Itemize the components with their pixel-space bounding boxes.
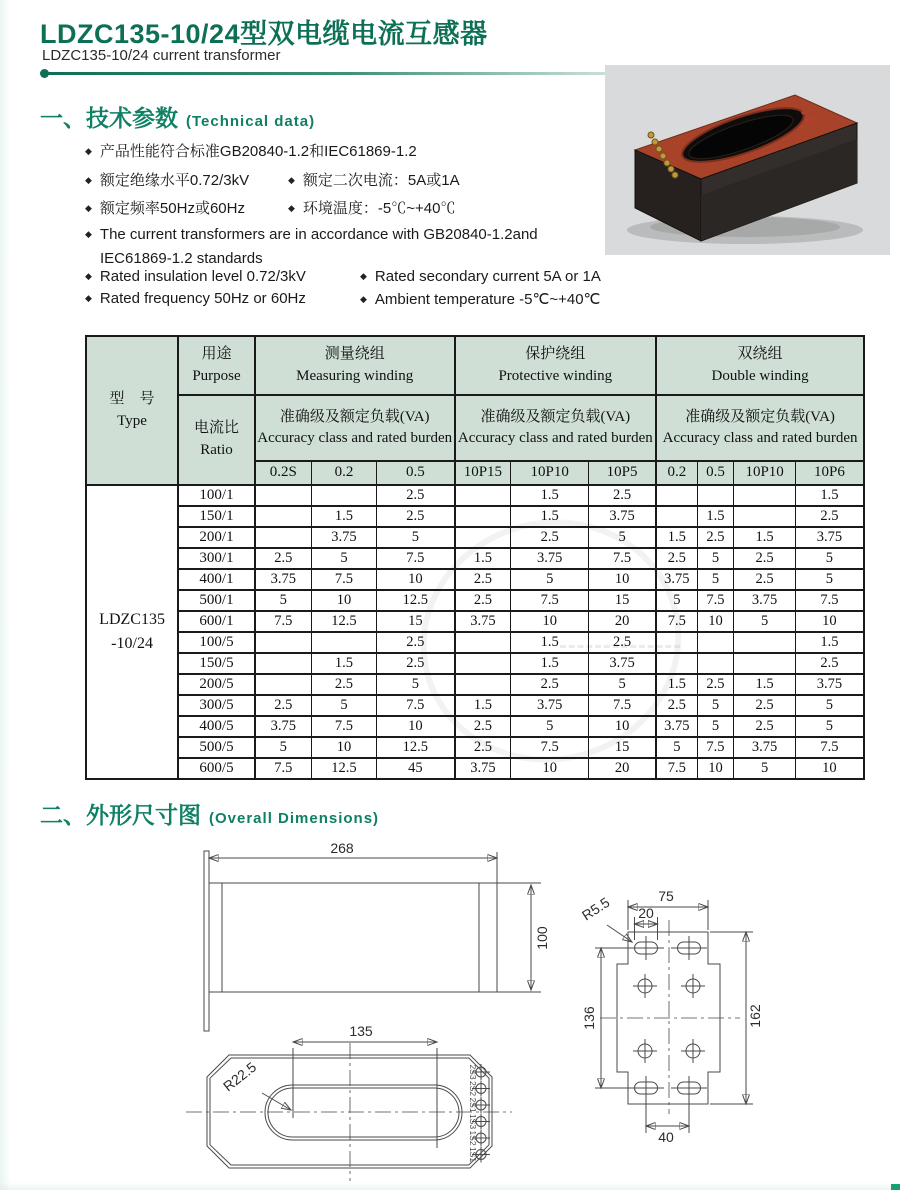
- value-cell: 5: [377, 674, 455, 695]
- value-cell: 3.75: [455, 758, 511, 779]
- value-cell: 2.5: [511, 674, 589, 695]
- value-cell: 3.75: [311, 527, 377, 548]
- bullet-line: [288, 197, 455, 218]
- value-cell: [734, 632, 795, 653]
- ratio-cell: 100/1: [178, 485, 255, 506]
- top-view-drawing: [186, 1023, 512, 1181]
- table-row: [86, 632, 864, 653]
- bullet-line: [360, 268, 601, 285]
- table-row: [86, 569, 864, 590]
- value-cell: 1.5: [697, 506, 734, 527]
- value-cell: 5: [697, 695, 734, 716]
- value-cell: 2.5: [734, 569, 795, 590]
- value-cell: 2.5: [697, 527, 734, 548]
- value-cell: [255, 632, 311, 653]
- accuracy-header: 准确级及额定负载(VA) Accuracy class and rated burden: [255, 395, 455, 461]
- section2-heading-en: (Overall Dimensions): [209, 810, 380, 827]
- table-row: [86, 695, 864, 716]
- value-cell: 3.75: [255, 716, 311, 737]
- value-cell: 3.75: [734, 737, 795, 758]
- value-cell: [656, 506, 697, 527]
- value-cell: 1.5: [656, 674, 697, 695]
- value-cell: 1.5: [795, 485, 864, 506]
- value-cell: [255, 674, 311, 695]
- value-cell: 2.5: [656, 695, 697, 716]
- value-cell: 2.5: [734, 695, 795, 716]
- value-cell: 12.5: [311, 758, 377, 779]
- value-cell: 5: [734, 611, 795, 632]
- class-header: 10P15: [455, 461, 511, 485]
- value-cell: 2.5: [795, 506, 864, 527]
- value-cell: 5: [311, 548, 377, 569]
- accuracy-header: 准确级及额定负载(VA) Accuracy class and rated burden: [656, 395, 864, 461]
- value-cell: 5: [511, 569, 589, 590]
- value-cell: 3.75: [511, 548, 589, 569]
- value-cell: [311, 485, 377, 506]
- value-cell: 1.5: [511, 653, 589, 674]
- diamond-bullet-icon: [85, 290, 100, 307]
- value-cell: 2.5: [795, 653, 864, 674]
- table-row: [86, 737, 864, 758]
- value-cell: 20: [589, 611, 657, 632]
- dim-tab-width: 75: [658, 888, 674, 904]
- value-cell: 1.5: [511, 485, 589, 506]
- bullet-text: 产品性能符合标准GB20840-1.2和IEC61869-1.2: [99, 143, 417, 160]
- value-cell: 5: [311, 695, 377, 716]
- diamond-bullet-icon: [85, 172, 100, 189]
- spec-table: [85, 335, 865, 780]
- value-cell: [455, 632, 511, 653]
- value-cell: [656, 653, 697, 674]
- model-cell: LDZC135 -10/24: [86, 485, 178, 779]
- ratio-cell: 400/5: [178, 716, 255, 737]
- value-cell: 3.75: [795, 674, 864, 695]
- value-cell: 7.5: [697, 590, 734, 611]
- bullet-line: [85, 290, 306, 307]
- dim-side-width: 268: [330, 840, 354, 856]
- ratio-cell: 600/1: [178, 611, 255, 632]
- value-cell: 2.5: [734, 548, 795, 569]
- class-header: 0.2: [656, 461, 697, 485]
- ratio-cell: 200/5: [178, 674, 255, 695]
- value-cell: 5: [656, 590, 697, 611]
- value-cell: 15: [589, 590, 657, 611]
- diamond-bullet-icon: [360, 268, 375, 285]
- table-header-row-1: [86, 336, 864, 395]
- diamond-bullet-icon: [288, 200, 303, 217]
- bullet-line: [85, 268, 306, 285]
- value-cell: 1.5: [455, 695, 511, 716]
- value-cell: 12.5: [377, 590, 455, 611]
- bullet-text: 环境温度：-5℃~+40℃: [302, 200, 456, 217]
- ratio-cell: 500/1: [178, 590, 255, 611]
- type-header: 型 号 Type: [86, 336, 178, 485]
- bullet-line: [360, 290, 600, 308]
- value-cell: 5: [734, 758, 795, 779]
- ratio-header: 电流比 Ratio: [178, 395, 255, 485]
- ratio-cell: 400/1: [178, 569, 255, 590]
- value-cell: [697, 632, 734, 653]
- value-cell: 2.5: [455, 737, 511, 758]
- section2-heading-cn: 二、外形尺寸图: [40, 802, 201, 828]
- terminal-labels: [468, 1064, 478, 1162]
- terminal-label: 2S3: [468, 1064, 478, 1080]
- terminal-label: 2S1: [468, 1097, 478, 1113]
- value-cell: 5: [255, 737, 311, 758]
- value-cell: [255, 653, 311, 674]
- value-cell: [311, 632, 377, 653]
- value-cell: 1.5: [455, 548, 511, 569]
- value-cell: 10: [589, 716, 657, 737]
- table-row: [86, 506, 864, 527]
- product-photo-image: [605, 65, 890, 255]
- value-cell: 10: [311, 737, 377, 758]
- value-cell: 1.5: [795, 632, 864, 653]
- value-cell: 12.5: [311, 611, 377, 632]
- bullet-text: 额定频率50Hz或60Hz: [99, 200, 245, 217]
- value-cell: 3.75: [795, 527, 864, 548]
- value-cell: 2.5: [511, 527, 589, 548]
- value-cell: 10: [697, 611, 734, 632]
- value-cell: 2.5: [255, 695, 311, 716]
- ratio-cell: 300/5: [178, 695, 255, 716]
- value-cell: 10: [795, 611, 864, 632]
- value-cell: 7.5: [255, 758, 311, 779]
- spec-table-wrap: [85, 335, 865, 780]
- terminal-label: 1S1: [468, 1146, 478, 1163]
- value-cell: [455, 653, 511, 674]
- table-row: [86, 758, 864, 779]
- value-cell: 10: [697, 758, 734, 779]
- dim-mount-height: 162: [747, 1004, 763, 1028]
- table-row: [86, 611, 864, 632]
- class-header: 10P6: [795, 461, 864, 485]
- value-cell: 3.75: [589, 653, 657, 674]
- value-cell: 10: [795, 758, 864, 779]
- bullet-text: 额定绝缘水平0.72/3kV: [99, 172, 250, 189]
- value-cell: 7.5: [795, 737, 864, 758]
- value-cell: 10: [311, 590, 377, 611]
- value-cell: [455, 506, 511, 527]
- value-cell: [455, 527, 511, 548]
- table-row: [86, 590, 864, 611]
- section2-heading: [40, 797, 379, 830]
- value-cell: 5: [697, 716, 734, 737]
- value-cell: [697, 485, 734, 506]
- value-cell: [697, 653, 734, 674]
- dim-slot-width: 20: [638, 905, 654, 921]
- dim-slot-span: 135: [349, 1023, 373, 1039]
- bullet-line: [85, 226, 538, 243]
- diamond-bullet-icon: [85, 226, 100, 243]
- class-header: 0.5: [697, 461, 734, 485]
- class-header: 0.2S: [255, 461, 311, 485]
- table-row: [86, 653, 864, 674]
- value-cell: 7.5: [311, 716, 377, 737]
- value-cell: 10: [511, 758, 589, 779]
- class-header: 0.2: [311, 461, 377, 485]
- page-title: LDZC135-10/24型双电缆电流互感器: [40, 19, 488, 49]
- ratio-cell: 500/5: [178, 737, 255, 758]
- ratio-cell: 150/5: [178, 653, 255, 674]
- dim-slot-radius: R22.5: [219, 1058, 260, 1095]
- bullet-text: 额定二次电流：5A或1A: [302, 172, 460, 189]
- value-cell: 2.5: [697, 674, 734, 695]
- value-cell: [656, 485, 697, 506]
- value-cell: [734, 506, 795, 527]
- ratio-cell: 200/1: [178, 527, 255, 548]
- value-cell: 5: [656, 737, 697, 758]
- value-cell: 2.5: [377, 653, 455, 674]
- diamond-bullet-icon: [85, 200, 100, 217]
- dimension-drawings: [0, 828, 900, 1190]
- value-cell: 5: [795, 716, 864, 737]
- diamond-bullet-icon: [288, 172, 303, 189]
- diamond-bullet-icon: [85, 143, 100, 160]
- value-cell: 7.5: [795, 590, 864, 611]
- value-cell: 7.5: [311, 569, 377, 590]
- value-cell: 15: [589, 737, 657, 758]
- bullet-text: Rated insulation level 0.72/3kV: [99, 268, 306, 285]
- diamond-bullet-icon: [85, 268, 100, 285]
- value-cell: 7.5: [589, 695, 657, 716]
- value-cell: 10: [377, 716, 455, 737]
- value-cell: 5: [697, 548, 734, 569]
- value-cell: 5: [795, 548, 864, 569]
- value-cell: [455, 485, 511, 506]
- terminal-label: 1S3: [468, 1113, 478, 1130]
- value-cell: 3.75: [589, 506, 657, 527]
- value-cell: 5: [589, 527, 657, 548]
- page-subtitle: LDZC135-10/24 current transformer: [42, 47, 281, 64]
- diamond-bullet-icon: [360, 291, 375, 308]
- class-header: 10P10: [511, 461, 589, 485]
- value-cell: 2.5: [455, 569, 511, 590]
- dim-mount-slot-radius: R5.5: [578, 893, 613, 924]
- protective-winding-header: 保护绕组 Protective winding: [455, 336, 657, 395]
- class-header: 10P5: [589, 461, 657, 485]
- ratio-cell: 300/1: [178, 548, 255, 569]
- value-cell: 5: [795, 695, 864, 716]
- table-row: [86, 674, 864, 695]
- value-cell: 1.5: [734, 527, 795, 548]
- value-cell: 2.5: [455, 716, 511, 737]
- table-header-row-2: [86, 395, 864, 461]
- value-cell: 3.75: [656, 716, 697, 737]
- value-cell: 1.5: [311, 506, 377, 527]
- value-cell: 12.5: [377, 737, 455, 758]
- value-cell: 10: [377, 569, 455, 590]
- value-cell: 2.5: [455, 590, 511, 611]
- section1-heading: [40, 100, 315, 133]
- dim-span-bottom: 40: [658, 1129, 674, 1145]
- value-cell: [734, 485, 795, 506]
- bullet-text: Ambient temperature -5℃~+40℃: [374, 291, 601, 308]
- accuracy-header: 准确级及额定负载(VA) Accuracy class and rated burden: [455, 395, 657, 461]
- value-cell: 5: [511, 716, 589, 737]
- value-cell: 7.5: [511, 737, 589, 758]
- value-cell: 5: [697, 569, 734, 590]
- value-cell: 7.5: [697, 737, 734, 758]
- section1-heading-en: (Technical data): [186, 113, 316, 130]
- table-row: [86, 485, 864, 506]
- table-row: [86, 716, 864, 737]
- bullet-text: Rated frequency 50Hz or 60Hz: [99, 290, 306, 307]
- value-cell: 7.5: [656, 758, 697, 779]
- double-winding-header: 双绕组 Double winding: [656, 336, 864, 395]
- table-row: [86, 548, 864, 569]
- value-cell: 7.5: [377, 695, 455, 716]
- value-cell: 45: [377, 758, 455, 779]
- value-cell: [656, 632, 697, 653]
- bullet-line: [288, 169, 460, 190]
- bullet-continuation: IEC61869-1.2 standards: [100, 250, 263, 267]
- ratio-cell: 150/1: [178, 506, 255, 527]
- ratio-cell: 600/5: [178, 758, 255, 779]
- value-cell: 2.5: [589, 632, 657, 653]
- value-cell: 5: [255, 590, 311, 611]
- bullet-line: [85, 197, 245, 218]
- value-cell: 3.75: [511, 695, 589, 716]
- value-cell: 2.5: [255, 548, 311, 569]
- class-header: 0.5: [377, 461, 455, 485]
- value-cell: [255, 506, 311, 527]
- value-cell: 2.5: [311, 674, 377, 695]
- value-cell: 2.5: [734, 716, 795, 737]
- value-cell: 7.5: [255, 611, 311, 632]
- ratio-cell: 100/5: [178, 632, 255, 653]
- side-view-drawing: [204, 840, 550, 1031]
- value-cell: [734, 653, 795, 674]
- value-cell: 3.75: [656, 569, 697, 590]
- value-cell: 5: [589, 674, 657, 695]
- table-row: [86, 527, 864, 548]
- value-cell: 7.5: [511, 590, 589, 611]
- value-cell: 2.5: [377, 632, 455, 653]
- class-header: 10P10: [734, 461, 795, 485]
- bullet-line: [85, 169, 249, 190]
- value-cell: 2.5: [656, 548, 697, 569]
- bullet-text: The current transformers are in accordance with GB20840-1.2and: [99, 226, 538, 243]
- value-cell: [455, 674, 511, 695]
- value-cell: 1.5: [511, 506, 589, 527]
- terminal-label: 1S2: [468, 1130, 478, 1146]
- section1-heading-cn: 一、技术参数: [40, 105, 178, 131]
- value-cell: 3.75: [455, 611, 511, 632]
- value-cell: 7.5: [377, 548, 455, 569]
- value-cell: 1.5: [734, 674, 795, 695]
- value-cell: [255, 527, 311, 548]
- value-cell: 2.5: [377, 485, 455, 506]
- measuring-winding-header: 测量绕组 Measuring winding: [255, 336, 455, 395]
- purpose-header: 用途 Purpose: [178, 336, 255, 395]
- value-cell: 3.75: [255, 569, 311, 590]
- bullet-text: Rated secondary current 5A or 1A: [374, 268, 601, 285]
- terminal-label: 2S2: [468, 1080, 478, 1097]
- dim-side-height: 100: [534, 926, 550, 950]
- dim-span-v: 136: [581, 1006, 597, 1030]
- value-cell: 1.5: [511, 632, 589, 653]
- value-cell: [255, 485, 311, 506]
- value-cell: 7.5: [656, 611, 697, 632]
- value-cell: 15: [377, 611, 455, 632]
- value-cell: 10: [589, 569, 657, 590]
- value-cell: 20: [589, 758, 657, 779]
- product-photo: [605, 65, 890, 255]
- value-cell: 1.5: [656, 527, 697, 548]
- value-cell: 5: [377, 527, 455, 548]
- value-cell: 2.5: [589, 485, 657, 506]
- mounting-view-drawing: [579, 888, 763, 1145]
- value-cell: 1.5: [311, 653, 377, 674]
- bullet-line: [85, 140, 417, 161]
- value-cell: 2.5: [377, 506, 455, 527]
- value-cell: 10: [511, 611, 589, 632]
- value-cell: 5: [795, 569, 864, 590]
- value-cell: 3.75: [734, 590, 795, 611]
- value-cell: 7.5: [589, 548, 657, 569]
